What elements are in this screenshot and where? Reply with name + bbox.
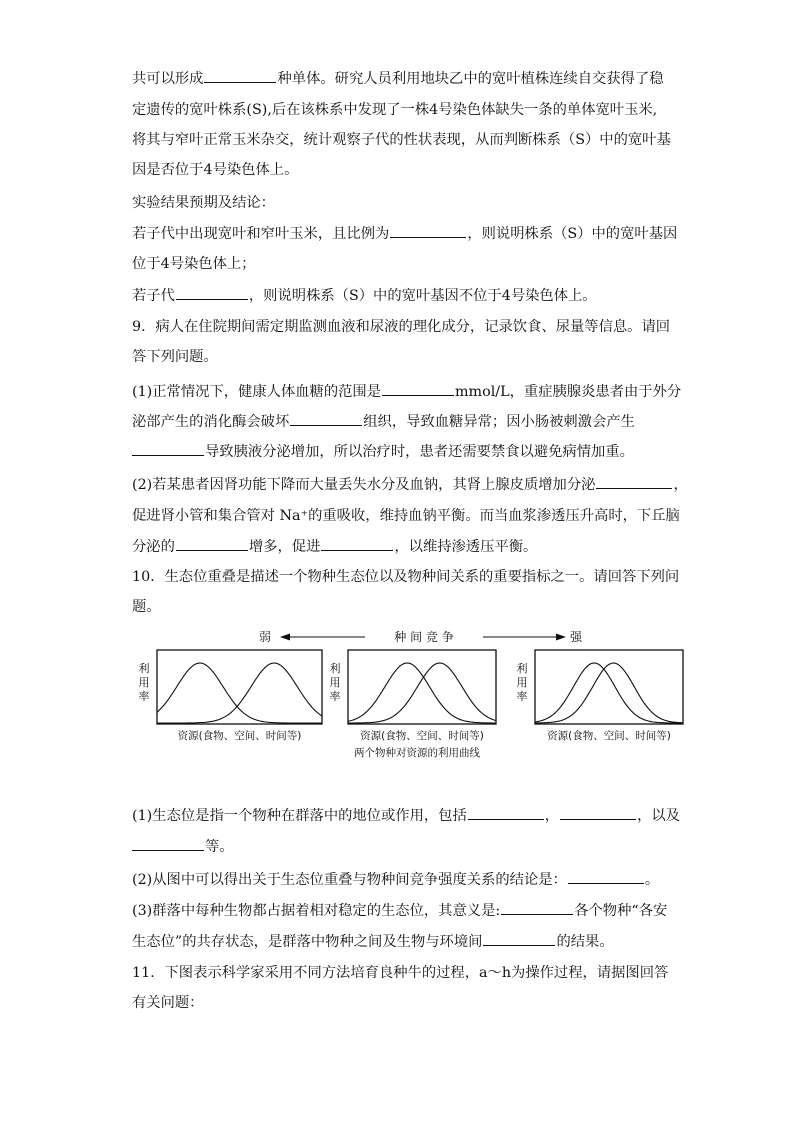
q10-line-3 xyxy=(132,805,680,826)
q10-line-6 xyxy=(132,900,667,921)
text: (1)正常情况下，健康人体血糖的范围是 xyxy=(132,384,381,400)
q8-line-1 xyxy=(132,68,664,89)
q8-line-6 xyxy=(132,223,677,244)
q8-line-2: 定遗传的宽叶株系(S),后在该株系中发现了一株4号染色体缺失一条的单体宽叶玉米, xyxy=(132,102,658,118)
y-axis-label-char: 用 xyxy=(329,676,341,689)
answer-blank xyxy=(204,68,276,83)
x-axis-label: 资源(食物、空间、时间等) xyxy=(360,730,484,742)
y-axis-label-char: 率 xyxy=(516,690,528,703)
answer-blank xyxy=(176,536,248,551)
text: ，以及 xyxy=(637,808,680,824)
q10-line-2: 题。 xyxy=(132,599,161,615)
panel-frame xyxy=(535,650,683,724)
text: 的结果。 xyxy=(556,934,614,950)
text: 等。 xyxy=(205,839,234,855)
text: 若子代中出现宽叶和窄叶玉米，且比例为 xyxy=(132,226,390,242)
q8-line-7: 位于4号染色体上； xyxy=(132,256,256,272)
answer-blank xyxy=(132,441,204,456)
text: 导致胰液分泌增加，所以治疗时，患者还需要禁食以避免病情加重。 xyxy=(205,444,634,460)
species-1-curve xyxy=(348,663,496,723)
q8-line-5: 实验结果预期及结论： xyxy=(132,195,275,211)
text: ， xyxy=(544,808,560,824)
text: ， xyxy=(673,477,688,493)
answer-blank xyxy=(468,805,544,820)
q10-line-5 xyxy=(132,869,659,890)
y-axis-label-char: 率 xyxy=(138,690,150,703)
q9-line-8 xyxy=(132,536,537,557)
q9-line-6 xyxy=(132,474,688,495)
y-axis-label-char: 利 xyxy=(138,662,150,675)
q11-line-2: 有关问题： xyxy=(132,995,204,1011)
answer-blank xyxy=(290,411,362,426)
species-1-curve xyxy=(157,663,322,723)
arrow-head-right-icon xyxy=(556,634,566,641)
utilization-panel-1 xyxy=(139,650,323,742)
text: 泌部产生的消化酶会破坏 xyxy=(132,414,290,430)
figure-caption: 两个物种对资源的利用曲线 xyxy=(354,747,480,759)
text: 分泌的 xyxy=(132,539,175,555)
y-axis-label-char: 用 xyxy=(138,676,150,689)
text: ，以维持渗透压平衡。 xyxy=(394,539,538,555)
species-2-curve xyxy=(535,663,683,723)
text: 生态位”的共存状态，是群落中物种之间及生物与环境间 xyxy=(132,934,483,950)
y-axis-label-char: 利 xyxy=(516,662,528,675)
answer-blank xyxy=(382,381,454,396)
species-2-curve xyxy=(348,663,496,723)
q9-line-3 xyxy=(132,381,681,402)
q9-line-2: 答下列问题。 xyxy=(132,349,218,365)
answer-blank xyxy=(321,536,393,551)
q10-line-4 xyxy=(132,836,234,857)
answer-blank xyxy=(568,869,644,884)
text: 组织，导致血糖异常；因小肠被刺激会产生 xyxy=(363,414,635,430)
q8-line-4: 因是否位于4号染色体上。 xyxy=(132,162,299,178)
q8-line-3: 将其与窄叶正常玉米杂交，统计观察子代的性状表现，从而判断株系（S）中的宽叶基 xyxy=(132,132,671,148)
text: 增多，促进 xyxy=(248,539,321,555)
text: ，则说明株系（S）中的宽叶基因 xyxy=(467,226,678,242)
competition-axis-title: 种 间 竞 争 xyxy=(394,630,454,644)
q9-line-4 xyxy=(132,411,635,432)
text: (1)生态位是指一个物种在群落中的地位或作用，包括 xyxy=(132,808,467,824)
answer-blank xyxy=(596,474,672,489)
q9-line-1: 9．病人在住院期间需定期监测血液和尿液的理化成分，记录饮食、尿量等信息。请回 xyxy=(132,319,671,335)
q10-line-1: 10．生态位重叠是描述一个物种生态位以及物种间关系的重要指标之一。请回答下列问 xyxy=(132,569,680,585)
answer-blank xyxy=(501,900,573,915)
text: 各个物种“各安 xyxy=(574,903,668,919)
species-1-curve xyxy=(535,663,683,723)
answer-blank xyxy=(176,285,248,300)
q10-line-7 xyxy=(132,931,614,952)
utilization-panel-2 xyxy=(330,650,497,742)
text: 共可以形成 xyxy=(132,71,204,87)
strong-label: 强 xyxy=(569,630,583,644)
text: (2)若某患者因肾功能下降而大量丢失水分及血钠，其肾上腺皮质增加分泌 xyxy=(132,477,596,493)
text: 种单体。研究人员利用地块乙中的宽叶植株连续自交获得了稳 xyxy=(277,71,664,87)
text: ，则说明株系（S）中的宽叶基因不位于4号染色体上。 xyxy=(248,288,597,304)
utilization-panel-3 xyxy=(517,650,684,742)
x-axis-label: 资源(食物、空间、时间等) xyxy=(547,730,671,742)
answer-blank xyxy=(560,805,636,820)
q11-line-1: 11．下图表示科学家采用不同方法培育良种牛的过程，a～h为操作过程，请据图回答 xyxy=(132,965,669,981)
q9-line-5 xyxy=(132,441,634,462)
x-axis-label: 资源(食物、空间、时间等) xyxy=(177,730,302,742)
answer-blank xyxy=(390,223,466,238)
text: mmol/L，重症胰腺炎患者由于外分 xyxy=(455,384,682,400)
text: 。 xyxy=(644,872,660,888)
panel-frame xyxy=(348,650,496,724)
text: 若子代 xyxy=(132,288,175,304)
y-axis-label-char: 率 xyxy=(329,690,341,703)
q9-line-7: 促进肾小管和集合管对 Na⁺的重吸收，维持血钠平衡。而当血浆渗透压升高时，下丘脑 xyxy=(132,508,680,524)
arrow-head-left-icon xyxy=(280,634,290,641)
text: (3)群落中每种生物都占据着相对稳定的生态位，其意义是: xyxy=(132,903,501,919)
y-axis-label-char: 用 xyxy=(516,676,528,689)
weak-label: 弱 xyxy=(258,630,272,644)
text: (2)从图中可以得出关于生态位重叠与物种间竞争强度关系的结论是： xyxy=(132,872,567,888)
resource-utilization-figure xyxy=(130,624,690,764)
answer-blank xyxy=(483,931,555,946)
y-axis-label-char: 利 xyxy=(329,662,341,675)
answer-blank xyxy=(132,836,204,851)
q8-line-8 xyxy=(132,285,597,306)
species-2-curve xyxy=(157,663,322,723)
